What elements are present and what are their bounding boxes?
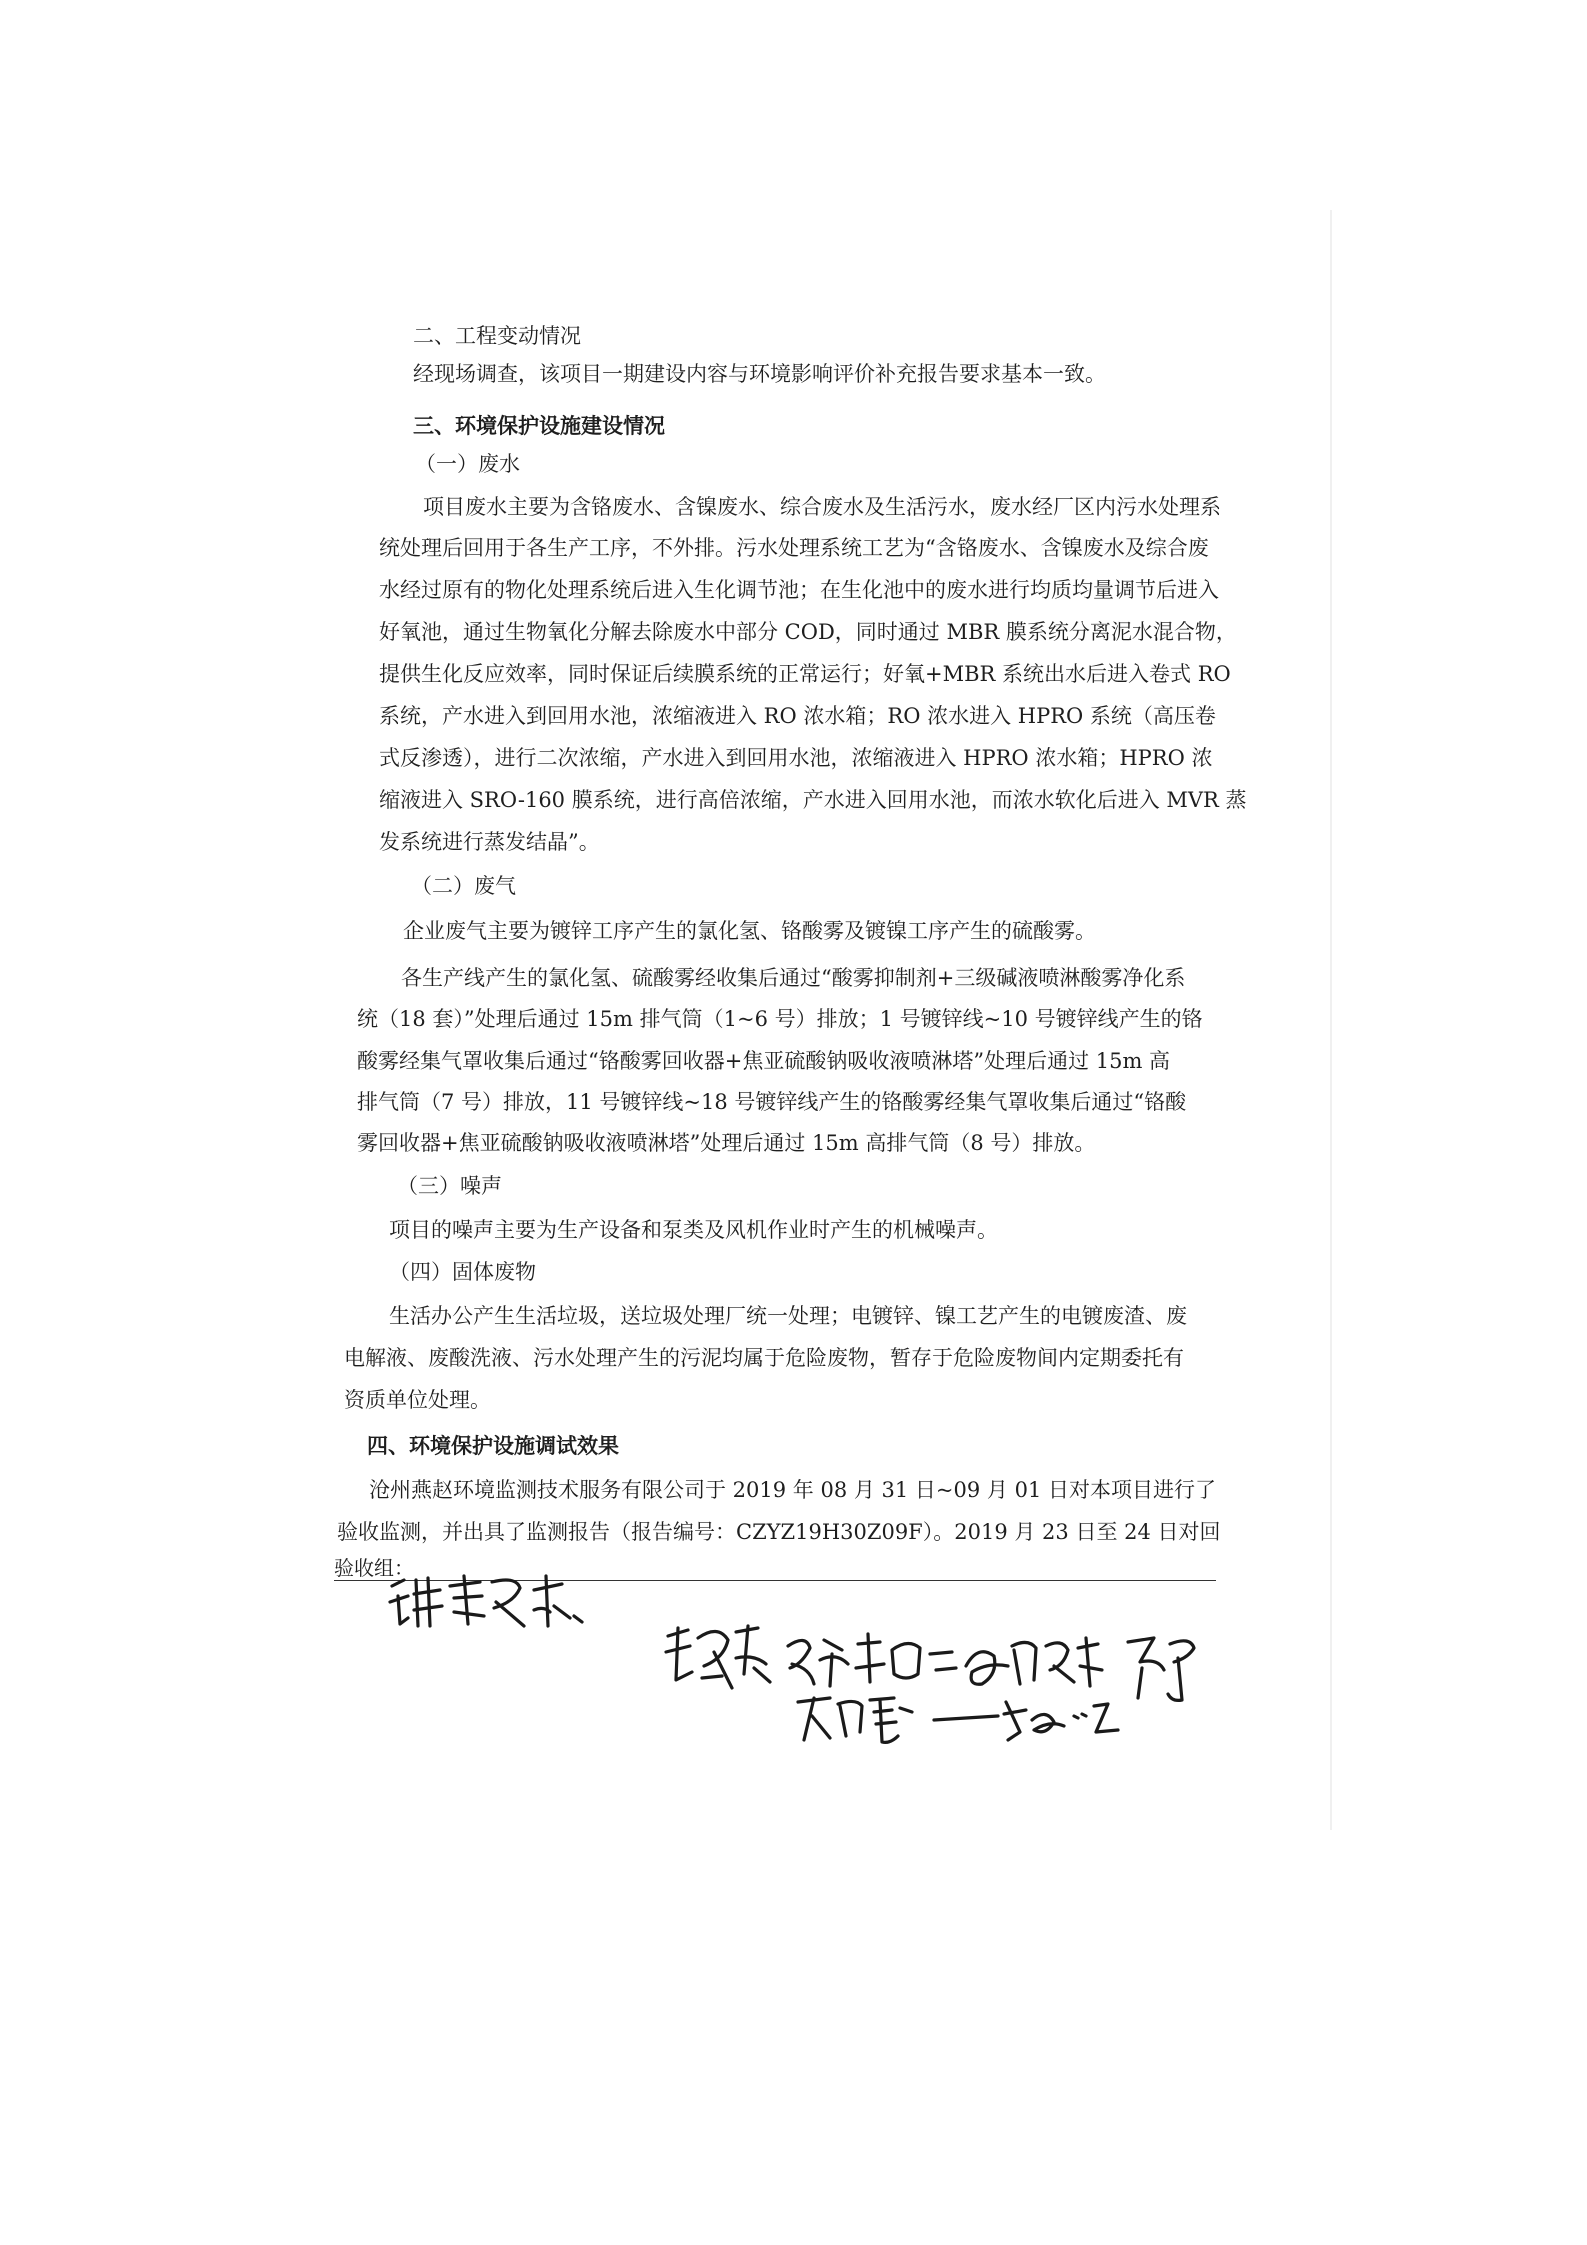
paragraph-line: 统（18 套）”处理后通过 15m 排气筒（1~6 号）排放；1 号镀锌线~10 号镀锌线产生的铬 [357,1007,1203,1031]
signature-label: 验收组： [334,1556,414,1580]
paragraph-line: 各生产线产生的氯化氢、硫酸雾经收集后通过“酸雾抑制剂+三级碱液喷淋酸雾净化系 [401,966,1186,990]
paragraph-line: 好氧池，通过生物氧化分解去除废水中部分 COD，同时通过 MBR 膜系统分离泥水混合物， [379,620,1237,644]
section-2-heading: 二、工程变动情况 [413,324,581,348]
paragraph-line: 企业废气主要为镀锌工序产生的氯化氢、铬酸雾及镀镍工序产生的硫酸雾。 [403,919,1096,943]
paragraph-line: 统处理后回用于各生产工序，不外排。污水处理系统工艺为“含铬废水、含镍废水及综合废 [379,536,1209,560]
paragraph-line: 验收监测，并出具了监测报告（报告编号：CZYZ19H30Z09F）。2019 月 23 日至 24 日对回 [337,1520,1221,1544]
section-4-heading: 四、环境保护设施调试效果 [367,1433,619,1458]
paragraph-line: 缩液进入 SRO-160 膜系统，进行高倍浓缩，产水进入回用水池，而浓水软化后进入 MVR 蒸 [379,788,1247,812]
paragraph-line: 项目废水主要为含铬废水、含镍废水、综合废水及生活污水，废水经厂区内污水处理系 [423,495,1221,519]
handwritten-signature-4 [958,1626,1108,1696]
paragraph-line: 沧州燕赵环境监测技术服务有限公司于 2019 年 08 月 31 日~09 月 01 日对本项目进行了 [369,1478,1217,1502]
paragraph-line: 排气筒（7 号）排放，11 号镀锌线~18 号镀锌线产生的铬酸雾经集气罩收集后通过“铬酸 [357,1090,1187,1114]
handwritten-signature-3 [780,1624,960,1694]
paragraph-line: 水经过原有的物化处理系统后进入生化调节池；在生化池中的废水进行均质均量调节后进入 [379,578,1219,602]
handwritten-signature-5 [1118,1628,1208,1708]
solid-waste-subheading: （四）固体废物 [389,1260,536,1284]
paragraph-line: 式反渗透），进行二次浓缩，产水进入到回用水池，浓缩液进入 HPRO 浓水箱；HPRO 浓 [379,746,1213,770]
noise-body: 项目的噪声主要为生产设备和泵类及风机作业时产生的机械噪声。 [389,1218,998,1242]
handwritten-signature-6 [790,1688,920,1748]
paragraph-line: 酸雾经集气罩收集后通过“铬酸雾回收器+焦亚硫酸钠吸收液喷淋塔”处理后通过 15m 高 [357,1049,1171,1073]
noise-subheading: （三）噪声 [397,1174,502,1198]
paragraph-line: 电解液、废酸洗液、污水处理产生的污泥均属于危险废物，暂存于危险废物间内定期委托有 [344,1346,1184,1370]
page-edge-shadow [1330,210,1332,1830]
exhaust-subheading: （二）废气 [411,874,516,898]
paragraph-line: 发系统进行蒸发结晶”。 [379,830,600,854]
paragraph-line: 生活办公产生生活垃圾，送垃圾处理厂统一处理；电镀锌、镍工艺产生的电镀废渣、废 [389,1304,1187,1328]
handwritten-signature-1 [384,1566,594,1636]
paragraph-line: 雾回收器+焦亚硫酸钠吸收液喷淋塔”处理后通过 15m 高排气筒（8 号）排放。 [357,1131,1096,1155]
handwritten-signature-7 [928,1692,1128,1748]
paragraph-line: 资质单位处理。 [344,1388,491,1412]
handwritten-signature-2 [658,1618,778,1696]
paragraph-line: 提供生化反应效率，同时保证后续膜系统的正常运行；好氧+MBR 系统出水后进入卷式 RO [379,662,1231,686]
section-3-heading: 三、环境保护设施建设情况 [413,413,665,438]
wastewater-subheading: （一）废水 [415,452,520,476]
paragraph-line: 系统，产水进入到回用水池，浓缩液进入 RO 浓水箱；RO 浓水进入 HPRO 系统（高压卷 [379,704,1216,728]
section-2-body: 经现场调查，该项目一期建设内容与环境影响评价补充报告要求基本一致。 [413,362,1106,386]
